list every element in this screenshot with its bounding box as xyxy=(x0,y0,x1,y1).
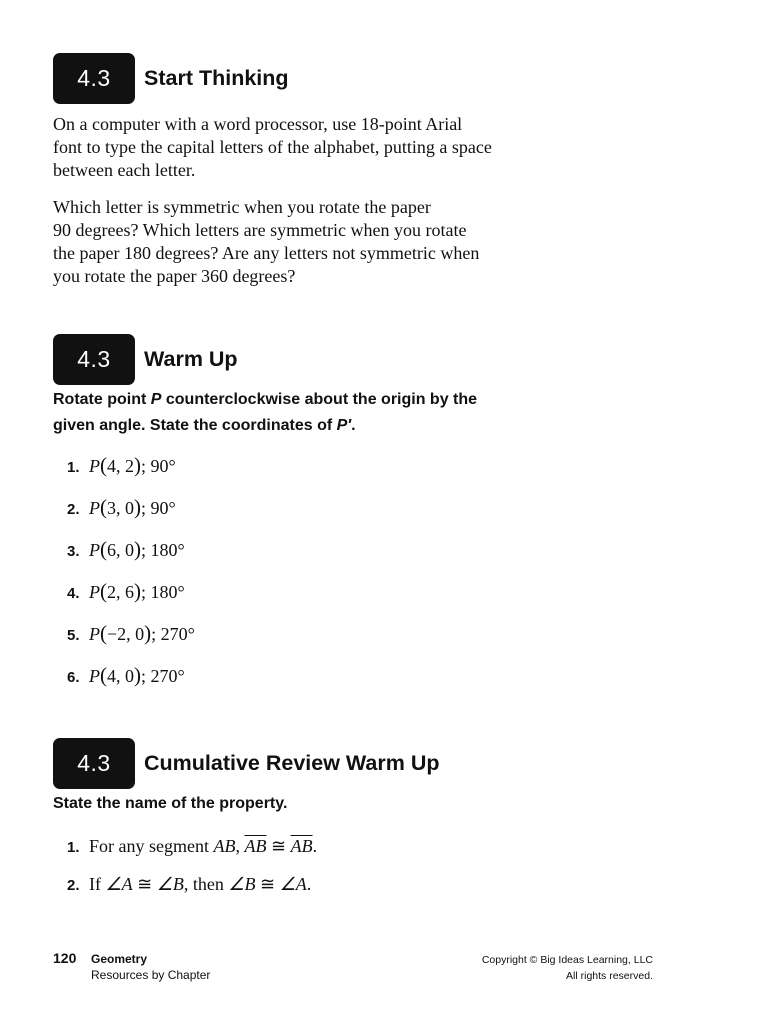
start-thinking-paragraph-2 xyxy=(53,196,533,288)
point-coordinates: −2, 0 xyxy=(107,624,145,644)
item-number: 2. xyxy=(67,877,80,894)
item-number: 6. xyxy=(67,669,80,686)
rotation-angle: ; 270° xyxy=(141,666,185,686)
cumulative-item-2 xyxy=(67,872,311,898)
point-name: P xyxy=(89,582,100,602)
footer-book-title xyxy=(91,951,210,983)
angle-name: ∠B xyxy=(156,874,184,894)
instruction-line-1 xyxy=(53,387,477,413)
page-number: 120 xyxy=(53,950,77,966)
item-text: If xyxy=(89,874,106,894)
instruction-line-2 xyxy=(53,413,477,439)
text-line: 90 degrees? Which letters are symmetric when you rotate xyxy=(53,220,467,240)
warm-up-instruction xyxy=(53,387,477,439)
point-name: P xyxy=(89,624,100,644)
rotation-angle: ; 90° xyxy=(141,498,176,518)
item-number: 5. xyxy=(67,627,80,644)
section-number-badge: 4.3 xyxy=(53,53,135,104)
section-title: Warm Up xyxy=(144,347,238,371)
rotation-angle: ; 180° xyxy=(141,582,185,602)
start-thinking-paragraph-1 xyxy=(53,113,533,182)
warm-up-item-6: 6. P(4, 0); 270° xyxy=(67,663,185,690)
point-coordinates: 2, 6 xyxy=(107,582,134,602)
warm-up-item-5: 5. P(−2, 0); 270° xyxy=(67,621,195,648)
segment-symbol: $\overline{AB}$ xyxy=(290,836,313,856)
warm-up-item-1: 1. P(4, 2); 90° xyxy=(67,453,176,480)
item-number: 1. xyxy=(67,459,80,476)
book-name: Geometry xyxy=(91,952,148,966)
text-line: you rotate the paper 360 degrees? xyxy=(53,266,296,286)
segment-symbol: $\overline{AB}$ xyxy=(244,836,267,856)
rotation-angle: ; 180° xyxy=(141,540,185,560)
congruent-symbol: ≅ xyxy=(137,874,153,894)
rights-text: All rights reserved. xyxy=(566,970,653,982)
warm-up-header xyxy=(53,334,238,385)
text-line: Which letter is symmetric when you rotate the paper xyxy=(53,197,431,217)
instruction-text: given angle. State the coordinates of xyxy=(53,417,337,434)
text-line: the paper 180 degrees? Are any letters not symmetric when xyxy=(53,243,480,263)
instruction-text: Rotate point xyxy=(53,391,151,408)
book-subtitle: Resources by Chapter xyxy=(91,968,211,982)
item-text: , xyxy=(235,836,240,856)
cumulative-review-header xyxy=(53,738,440,789)
angle-name: ∠B xyxy=(228,874,256,894)
item-number: 1. xyxy=(67,839,80,856)
cumulative-item-1 xyxy=(67,834,317,860)
instruction-text: State the name of the property. xyxy=(53,795,288,812)
footer-copyright xyxy=(482,952,653,984)
item-text: , then xyxy=(183,874,229,894)
congruent-symbol: ≅ xyxy=(270,836,287,856)
text-line: between each letter. xyxy=(53,160,196,180)
item-text: For any segment xyxy=(89,836,214,856)
start-thinking-header xyxy=(53,53,289,104)
item-number: 3. xyxy=(67,543,80,560)
instruction-variable: P xyxy=(150,391,162,408)
angle-name: ∠A xyxy=(279,874,307,894)
copyright-text: Copyright © Big Ideas Learning, LLC xyxy=(481,954,653,966)
section-number-badge: 4.3 xyxy=(53,334,135,385)
item-text: . xyxy=(312,836,318,856)
warm-up-item-2: 2. P(3, 0); 90° xyxy=(67,495,176,522)
cumulative-instruction xyxy=(53,791,287,817)
point-name: P xyxy=(89,498,100,518)
text-line: On a computer with a word processor, use 18-point Arial xyxy=(53,114,463,134)
warm-up-item-3: 3. P(6, 0); 180° xyxy=(67,537,185,564)
point-coordinates: 6, 0 xyxy=(107,540,134,560)
point-name: P xyxy=(89,540,100,560)
item-number: 2. xyxy=(67,501,80,518)
point-name: P xyxy=(89,456,100,476)
section-title: Cumulative Review Warm Up xyxy=(144,751,440,775)
instruction-text: counterclockwise about the origin by the xyxy=(161,391,478,408)
rotation-angle: ; 90° xyxy=(141,456,176,476)
point-coordinates: 3, 0 xyxy=(107,498,134,518)
text-line: font to type the capital letters of the alphabet, putting a space xyxy=(53,137,492,157)
instruction-text: . xyxy=(351,417,356,434)
item-text: . xyxy=(306,874,312,894)
section-number-badge: 4.3 xyxy=(53,738,135,789)
congruent-symbol: ≅ xyxy=(260,874,276,894)
item-number: 4. xyxy=(67,585,80,602)
segment-name: AB xyxy=(213,836,236,856)
instruction-variable: P′ xyxy=(336,417,352,434)
point-coordinates: 4, 0 xyxy=(107,666,134,686)
section-title: Start Thinking xyxy=(144,66,289,90)
point-name: P xyxy=(89,666,100,686)
rotation-angle: ; 270° xyxy=(151,624,195,644)
angle-name: ∠A xyxy=(105,874,133,894)
point-coordinates: 4, 2 xyxy=(107,456,134,476)
warm-up-item-4: 4. P(2, 6); 180° xyxy=(67,579,185,606)
